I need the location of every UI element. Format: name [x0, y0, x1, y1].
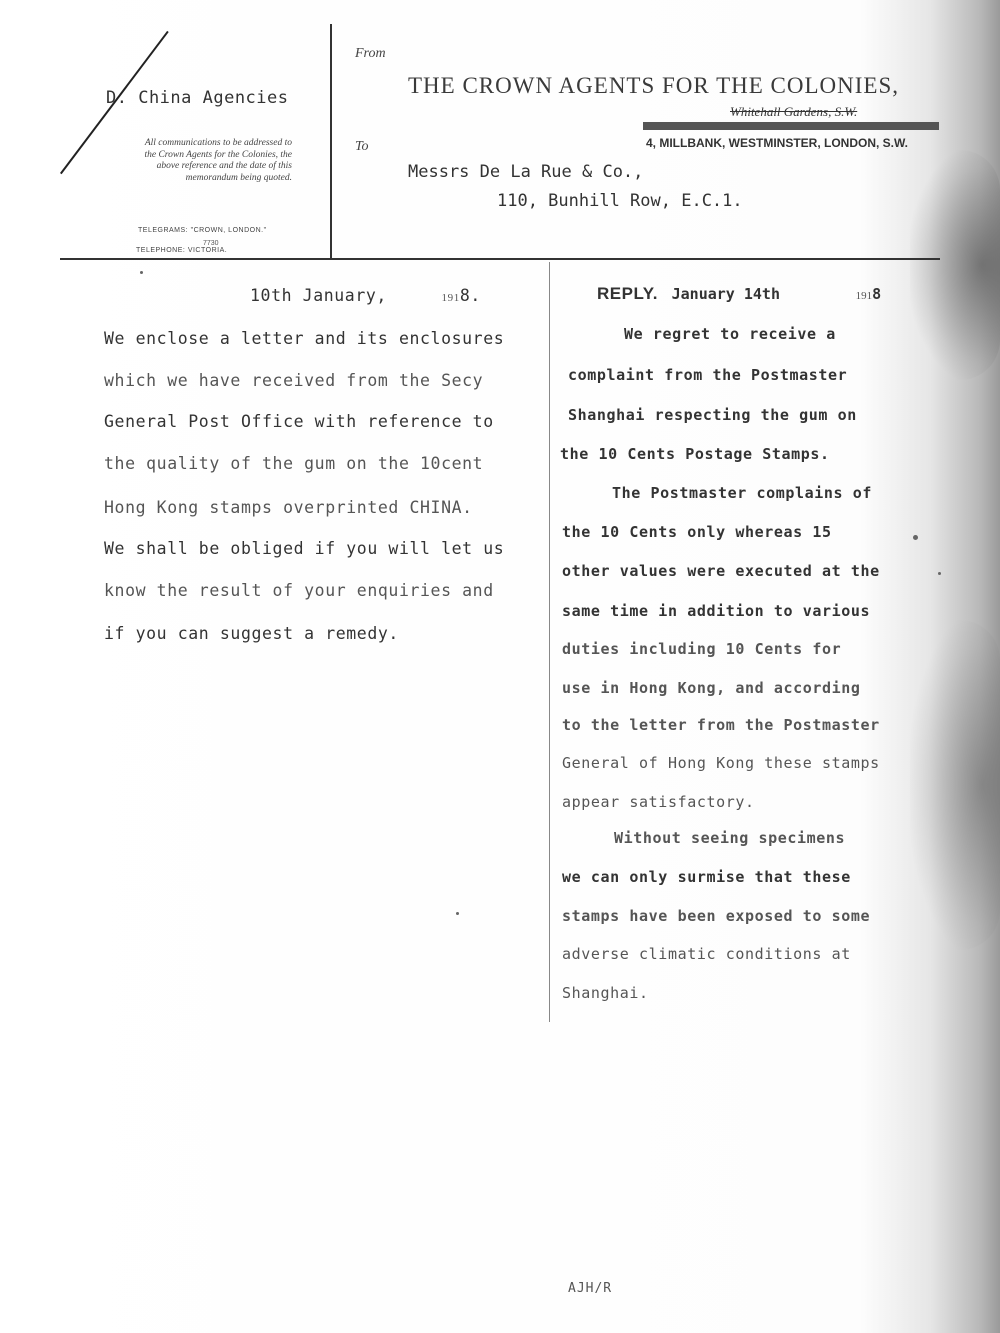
reply-line: other values were executed at the: [562, 562, 880, 580]
reply-line: same time in addition to various: [562, 602, 871, 620]
letter-line: the quality of the gum on the 10cent: [104, 454, 484, 473]
telegrams-label: TELEGRAMS:: [138, 227, 189, 234]
letter-line: know the result of your enquiries and: [104, 581, 494, 600]
letter-year-prefix: 191: [441, 292, 460, 304]
reply-line: The Postmaster complains of: [612, 484, 873, 502]
telegrams-line: [138, 227, 267, 234]
letter-line: We enclose a letter and its enclosures: [104, 329, 505, 348]
typist-initials: AJH/R: [568, 1281, 613, 1296]
column-divider: [549, 262, 550, 1022]
telephone-number: 7730: [203, 240, 219, 247]
reply-line: to the letter from the Postmaster: [562, 716, 880, 734]
letter-line: We shall be obliged if you will let us: [104, 539, 505, 558]
telephone-line: [136, 247, 227, 254]
ink-speck: [140, 271, 143, 274]
reply-line: General of Hong Kong these stamps: [562, 754, 880, 772]
letter-date: [250, 286, 481, 305]
reply-heading: [597, 284, 881, 304]
letter-date-text: 10th January,: [250, 286, 387, 305]
to-label: To: [355, 139, 369, 154]
recipient-name: Messrs De La Rue & Co.,: [408, 162, 644, 182]
recipient-address: 110, Bunhill Row, E.C.1.: [497, 191, 743, 211]
reply-line: stamps have been exposed to some: [562, 907, 871, 925]
reply-line: Without seeing specimens: [614, 829, 846, 847]
telephone-value: VICTORIA.: [187, 247, 228, 254]
reply-year-suffix: 8: [872, 285, 882, 303]
reply-date: January 14th: [671, 285, 780, 303]
letter-line: if you can suggest a remedy.: [104, 624, 399, 643]
address-bar: [643, 122, 939, 130]
header-bottom-rule: [60, 258, 940, 260]
reply-line: complaint from the Postmaster: [568, 366, 848, 384]
reply-line: the 10 Cents only whereas 15: [562, 523, 832, 541]
ink-speck: [913, 535, 918, 540]
reply-year-prefix: 191: [855, 290, 873, 302]
scan-shadow: [910, 150, 1000, 380]
reply-line: adverse climatic conditions at: [562, 945, 851, 963]
old-address: Whitehall Gardens, S.W.: [730, 104, 858, 119]
telephone-label: TELEPHONE:: [136, 247, 186, 254]
letter-line: which we have received from the Secy: [104, 371, 484, 390]
from-label: From: [355, 46, 386, 61]
reference-label: D. China Agencies: [106, 88, 289, 108]
scan-shadow: [910, 620, 1000, 950]
telegrams-value: "CROWN, LONDON.": [190, 227, 267, 234]
reply-line: the 10 Cents Postage Stamps.: [560, 445, 830, 463]
sender-name: THE CROWN AGENTS FOR THE COLONIES,: [408, 73, 900, 98]
reply-line: appear satisfactory.: [562, 793, 755, 811]
reply-label: REPLY.: [597, 284, 658, 303]
reply-line: use in Hong Kong, and according: [562, 679, 861, 697]
sender-address: 4, MILLBANK, WESTMINSTER, LONDON, S.W.: [646, 136, 908, 150]
ink-speck: [938, 572, 941, 575]
reply-line: we can only surmise that these: [562, 868, 851, 886]
letter-line: General Post Office with reference to: [104, 412, 494, 431]
reply-line: duties including 10 Cents for: [562, 640, 842, 658]
letter-year-suffix: 8.: [459, 286, 481, 305]
reply-line: Shanghai.: [562, 984, 649, 1002]
ink-speck: [456, 912, 459, 915]
reply-line: We regret to receive a: [624, 325, 836, 343]
header-left-divider: [330, 24, 332, 260]
letter-line: Hong Kong stamps overprinted CHINA.: [104, 498, 473, 517]
reply-line: Shanghai respecting the gum on: [568, 406, 857, 424]
communications-notice: All communications to be addressed to the Crown Agents for the Colonies, the above reference and the date of this memorandum being quoted.: [144, 138, 292, 183]
